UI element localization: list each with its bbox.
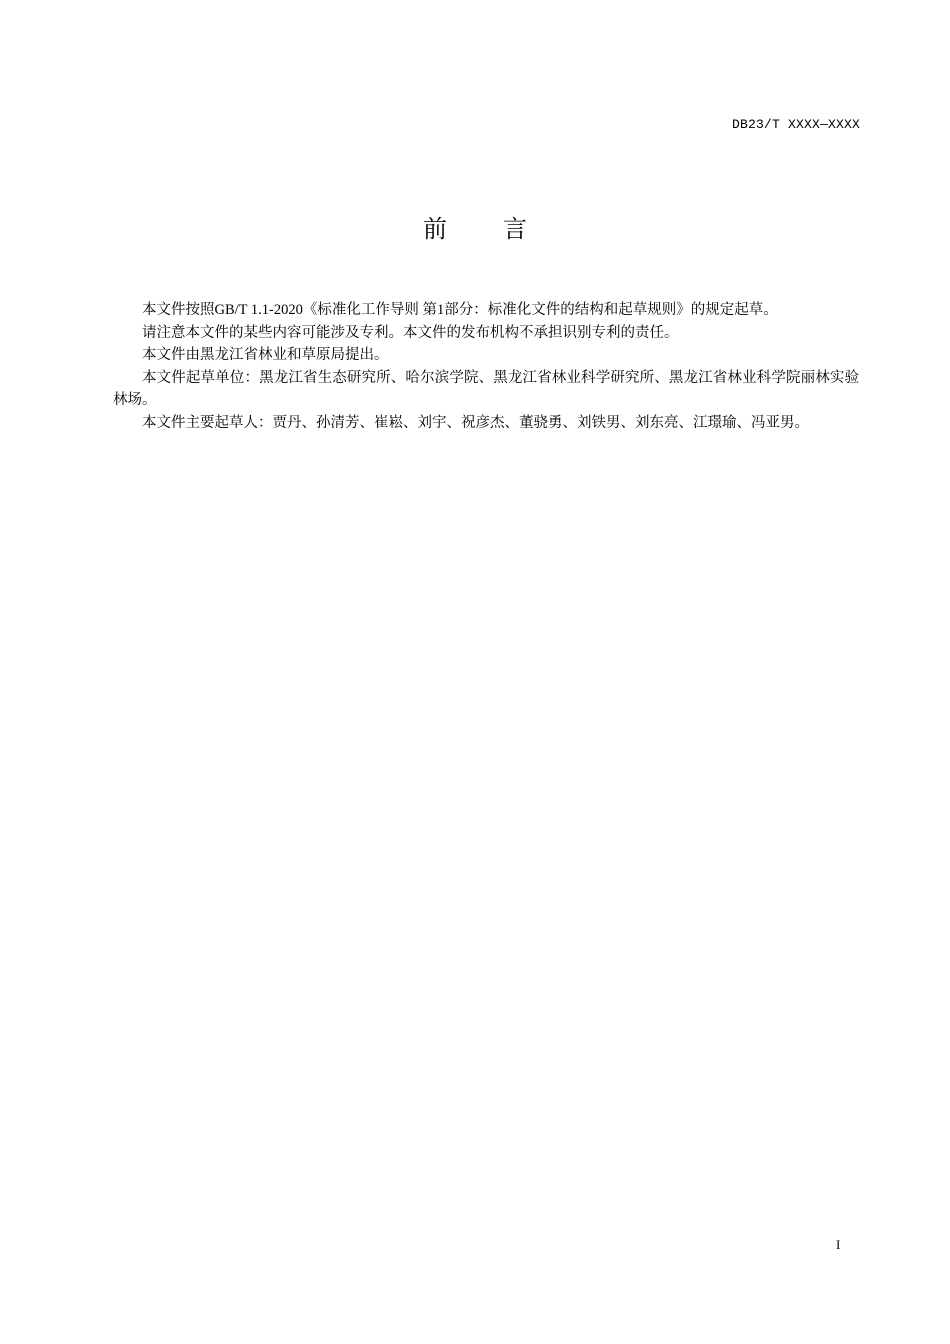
- page-title: [0, 212, 950, 246]
- title-char-1: 前: [423, 215, 447, 243]
- paragraph-drafting-units: 本文件起草单位：黑龙江省生态研究所、哈尔滨学院、黑龙江省林业科学研究所、黑龙江省林业科学院丽林实验林场。: [113, 369, 859, 408]
- paragraph-proposer: 本文件由黑龙江省林业和草原局提出。: [142, 347, 389, 363]
- paragraph-patent-notice: 请注意本文件的某些内容可能涉及专利。本文件的发布机构不承担识别专利的责任。: [142, 324, 679, 341]
- paragraph-drafters: 本文件主要起草人：贾丹、孙清芳、崔崧、刘宇、祝彦杰、董骁勇、刘铁男、刘东亮、江璟瑜、冯亚男。: [142, 414, 809, 431]
- paragraph-drafting-rules: 本文件按照GB/T 1.1-2020《标准化工作导则 第1部分：标准化文件的结构和起草规则》的规定起草。: [142, 302, 778, 318]
- title-char-2: 言: [503, 215, 527, 243]
- standard-code-header: DB23/T XXXX—XXXX: [731, 117, 860, 132]
- foreword-body: [113, 299, 859, 434]
- page-number: I: [836, 1237, 841, 1252]
